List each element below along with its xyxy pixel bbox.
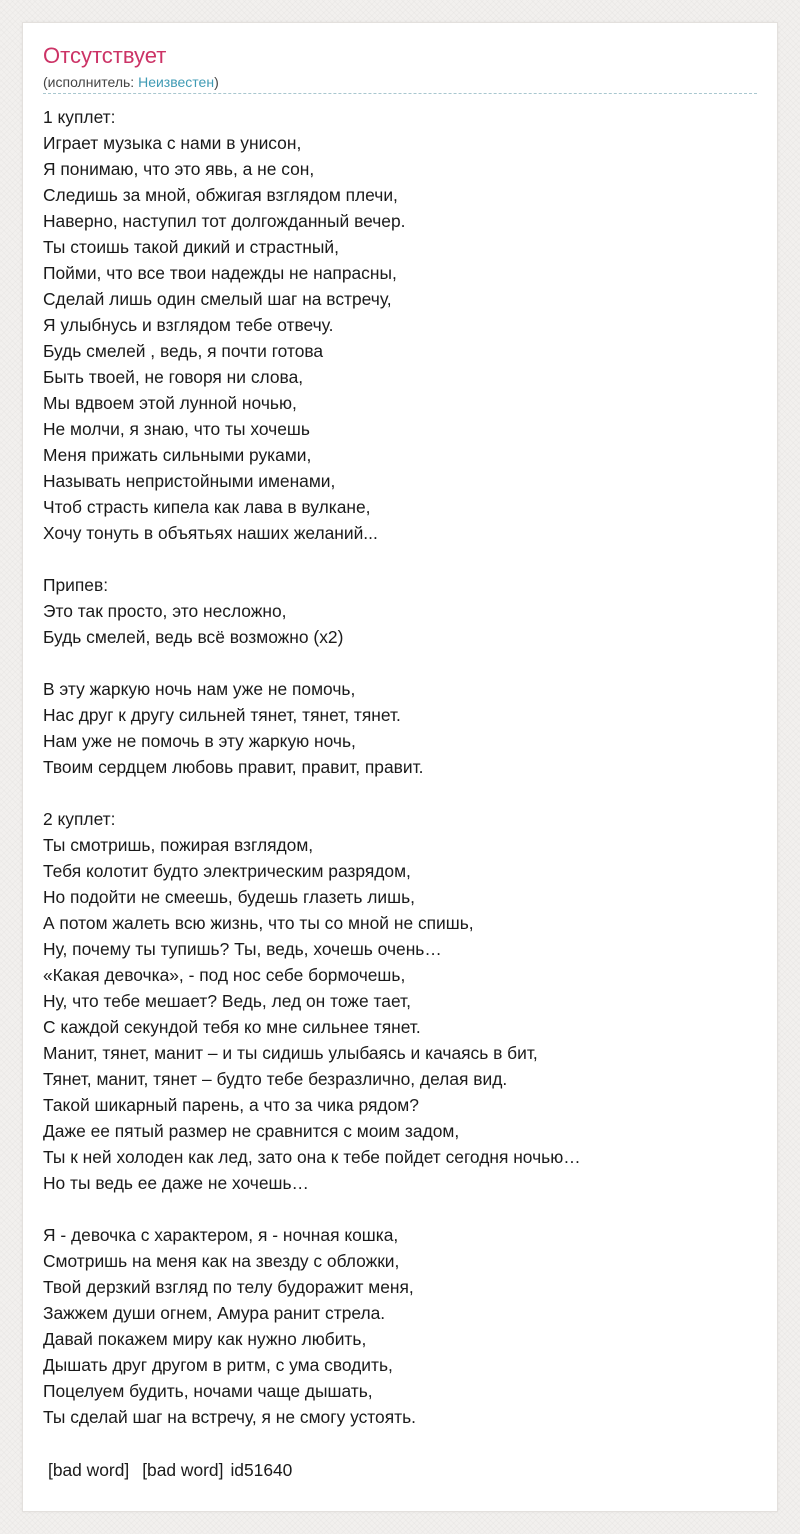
lyrics-outro (43, 1222, 759, 1430)
artist-link[interactable]: Неизвестен (138, 74, 215, 90)
lyrics-text (43, 104, 759, 1456)
verse-label: 1 куплет: (43, 107, 116, 127)
tag-link[interactable]: [bad word] (142, 1460, 224, 1480)
lyrics-bridge (43, 676, 759, 780)
lyric-line: Хочу тонуть в объятьях наших желаний... (43, 523, 378, 543)
lyric-line: Зажжем души огнем, Амура ранит стрела. (43, 1303, 386, 1323)
artist-prefix: (исполнитель: (43, 74, 139, 90)
lyric-line: Не молчи, я знаю, что ты хочешь (43, 419, 310, 439)
lyric-line: Такой шикарный парень, а что за чика рядом? (43, 1095, 419, 1115)
chorus-label: Припев: (43, 575, 109, 595)
lyric-line: Быть твоей, не говоря ни слова, (43, 367, 304, 387)
artist-suffix: ) (214, 74, 219, 90)
lyric-line: Даже ее пятый размер не сравнится с моим задом, (43, 1121, 460, 1141)
lyric-line: Играет музыка с нами в унисон, (43, 133, 302, 153)
lyric-line: Пойми, что все твои надежды не напрасны, (43, 263, 397, 283)
lyric-line: Следишь за мной, обжигая взглядом плечи, (43, 185, 398, 205)
lyrics-verse-2 (43, 806, 759, 1196)
lyric-line: «Какая девочка», - под нос себе бормочешь, (43, 965, 406, 985)
lyric-line: Поцелуем будить, ночами чаще дышать, (43, 1381, 373, 1401)
lyric-line: Это так просто, это несложно, (43, 601, 287, 621)
lyric-line: Ну, почему ты тупишь? Ты, ведь, хочешь очень… (43, 939, 442, 959)
lyric-line: А потом жалеть всю жизнь, что ты со мной не спишь, (43, 913, 474, 933)
lyric-line: Ну, что тебе мешает? Ведь, лед он тоже тает, (43, 991, 411, 1011)
lyrics-card (22, 22, 778, 1512)
lyric-line: Нам уже не помочь в эту жаркую ночь, (43, 731, 356, 751)
lyrics-verse-1 (43, 104, 759, 546)
lyric-line: С каждой секундой тебя ко мне сильнее тянет. (43, 1017, 421, 1037)
lyric-line: В эту жаркую ночь нам уже не помочь, (43, 679, 356, 699)
lyric-line: Чтоб страсть кипела как лава в вулкане, (43, 497, 371, 517)
lyric-line: Нас друг к другу сильней тянет, тянет, тянет. (43, 705, 401, 725)
lyric-line: Но подойти не смеешь, будешь глазеть лишь, (43, 887, 415, 907)
lyric-line: Тебя колотит будто электрическим разрядом, (43, 861, 411, 881)
lyric-line: Я улыбнусь и взглядом тебе отвечу. (43, 315, 334, 335)
lyric-line: Ты смотришь, пожирая взглядом, (43, 835, 314, 855)
lyric-line: Ты сделай шаг на встречу, я не смогу устоять. (43, 1407, 417, 1427)
verse-label: 2 куплет: (43, 809, 116, 829)
lyric-line: Я понимаю, что это явь, а не сон, (43, 159, 315, 179)
lyric-line: Давай покажем миру как нужно любить, (43, 1329, 367, 1349)
lyric-line: Сделай лишь один смелый шаг на встречу, (43, 289, 392, 309)
lyric-line: Смотришь на меня как на звезду с обложки, (43, 1251, 400, 1271)
lyric-line: Будь смелей , ведь, я почти готова (43, 341, 324, 361)
song-id: id51640 (230, 1460, 293, 1480)
lyric-line: Ты стоишь такой дикий и страстный, (43, 237, 339, 257)
lyric-line: Тянет, манит, тянет – будто тебе безразлично, делая вид. (43, 1069, 508, 1089)
lyric-line: Мы вдвоем этой лунной ночью, (43, 393, 297, 413)
lyric-line: Я - девочка с характером, я - ночная кошка, (43, 1225, 399, 1245)
lyric-line: Будь смелей, ведь всё возможно (х2) (43, 627, 344, 647)
lyric-line: Называть непристойными именами, (43, 471, 336, 491)
lyric-line: Твоим сердцем любовь правит, правит, правит. (43, 757, 424, 777)
lyric-line: Ты к ней холоден как лед, зато она к тебе пойдет сегодня ночью… (43, 1147, 581, 1167)
song-title: Отсутствует (43, 43, 167, 68)
lyrics-chorus (43, 572, 759, 650)
lyric-line: Манит, тянет, манит – и ты сидишь улыбаясь и качаясь в бит, (43, 1043, 538, 1063)
lyric-line: Меня прижать сильными руками, (43, 445, 312, 465)
lyric-line: Но ты ведь ее даже не хочешь… (43, 1173, 309, 1193)
footer-tags (48, 1457, 292, 1483)
lyric-line: Твой дерзкий взгляд по телу будоражит меня, (43, 1277, 414, 1297)
lyric-line: Наверно, наступил тот долгожданный вечер. (43, 211, 406, 231)
tag-link[interactable]: [bad word] (48, 1460, 130, 1480)
lyric-line: Дышать друг другом в ритм, с ума сводить, (43, 1355, 393, 1375)
title-divider (43, 93, 757, 94)
artist-line (43, 73, 219, 91)
